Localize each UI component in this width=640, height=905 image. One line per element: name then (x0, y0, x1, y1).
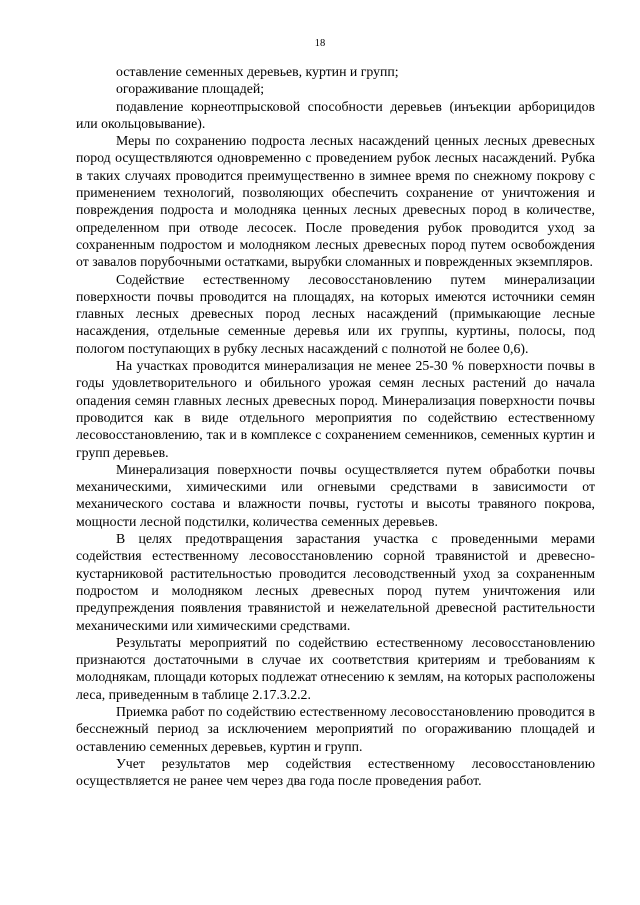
page-number: 18 (314, 38, 326, 49)
paragraph-acceptance: Приемка работ по содействию естественному лесовосстановлению проводится в бесснежный период за исключением мероприятий по огораживанию площадей и оставлению семенных деревьев, куртин и групп. (76, 703, 595, 754)
paragraph-accounting: Учет результатов мер содействия естественному лесовосстановлению осуществляется не ранее чем через два года после проведения работ. (76, 755, 595, 789)
paragraph-suppression: подавление корнеотпрысковой способности деревьев (инъекции арборицидов или окольцовывание). (76, 98, 595, 131)
paragraph-mineralization-methods: Минерализация поверхности почвы осуществляется путем обработки почвы механическими, химическими или огневыми средствами в зависимости от механического состава и влажности почвы, густоты и высоты травяного покрова, мощности лесной подстилки, количества семенных деревьев. (76, 461, 595, 529)
paragraph-soil-mineralization: Содействие естественному лесовосстановлению путем минерализации поверхности почвы проводится на площадях, на которых имеются источники семян главных лесных древесных пород лесных насаждений (примыкающие лесные насаждения, отдельные семенные деревья или их группы, куртины, полосы, под пологом поступающих в рубку лесных насаждений с полнотой не более 0,6). (76, 271, 595, 356)
paragraph-mineralization-rate: На участках проводится минерализация не менее 25-30 % поверхности почвы в годы удовлетворительного и обильного урожая семян лесных растений до начала опадения семян главных лесных древесных пород. Минерализация поверхности почвы проводится как в виде отдельного мероприятия по содействию естественному лесовосстановлению, так и в комплексе с сохранением семенников, семенных куртин и групп деревьев. (76, 358, 595, 460)
paragraph-results: Результаты мероприятий по содействию естественному лесовосстановлению признаются достаточными в случае их соответствия критериям и требованиям к молоднякам, площади которых подлежат отнесению к землям, на которых расположены леса, приведенным в таблице 2.17.3.2.2. (76, 634, 595, 702)
paragraph-seed-trees: оставление семенных деревьев, куртин и групп; (116, 64, 399, 79)
paragraph-fencing: огораживание площадей; (116, 81, 265, 97)
document-body (76, 63, 595, 789)
paragraph-undergrowth-preservation: Меры по сохранению подроста лесных насаждений ценных лесных древесных пород осуществляются одновременно с проведением рубок лесных насаждений. Рубка в таких случаях проводится преимущественно в зимнее время по снежному покрову с применением технологий, позволяющих обеспечить сохранение от уничтожения и повреждения подроста и молодняка ценных лесных древесных пород в количестве, определенном при отводе лесосек. После проведения рубок проводится уход за сохраненным подростом и молодняком лесных древесных пород путем освобождения от завалов порубочными остатками, вырубки сломанных и поврежденных экземпляров. (76, 133, 595, 270)
paragraph-overgrowth-prevention: В целях предотвращения зарастания участка с проведенными мерами содействия естественному лесовосстановлению сорной травянистой и древесно-кустарниковой растительностью проводится лесоводственный уход за сохраненным подростом и молодняком лесных древесных пород путем уничтожения или предупреждения появления травянистой и нежелательной древесной растительности механическими или химическими средствами. (76, 531, 595, 633)
